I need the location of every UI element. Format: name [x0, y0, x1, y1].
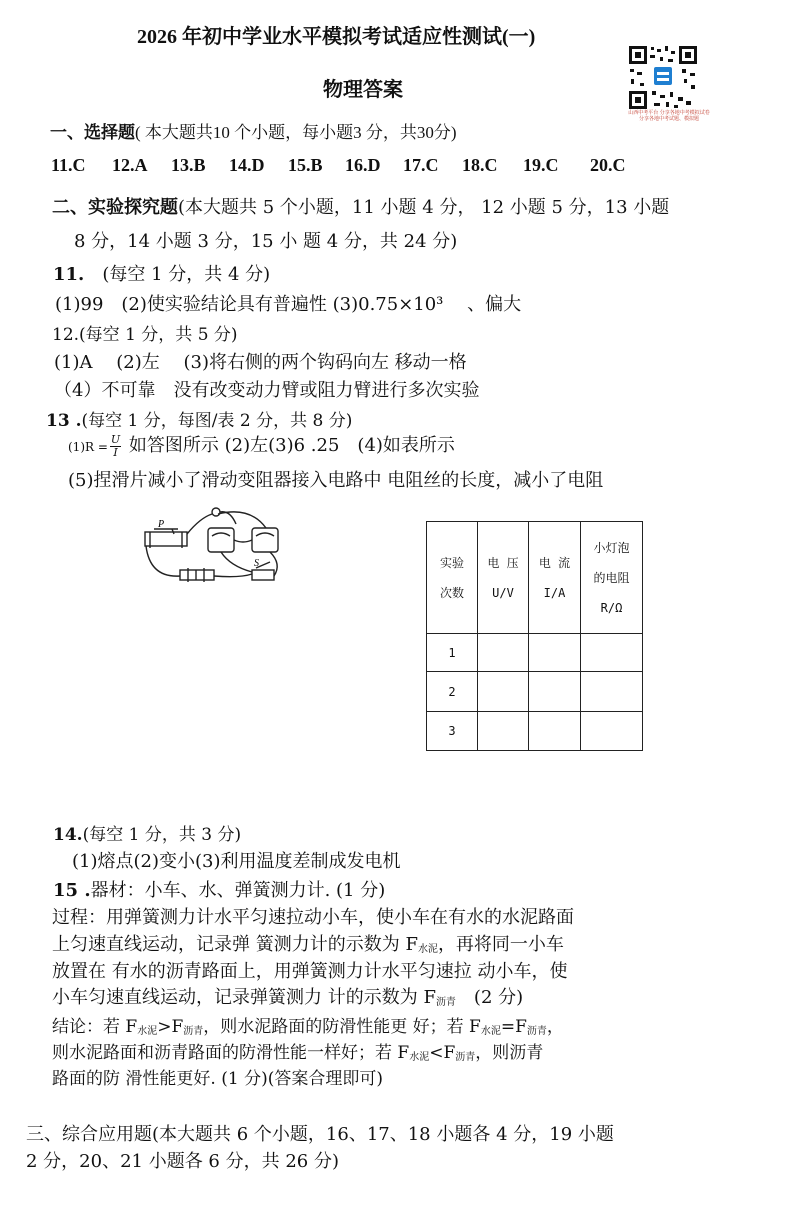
- q15-materials: 器材：小车、水、弹簧测力计. (1 分): [90, 880, 386, 901]
- table-cell-resistance: [581, 634, 643, 672]
- q15-text: 上匀速直线运动，记录弹 簧测力计的示数为 F: [52, 934, 418, 955]
- table-cell-trial: 3: [427, 712, 478, 751]
- table-header-text: I/A: [543, 585, 566, 600]
- q15-process-line1: 过程：用弹簧测力计水平匀速拉动小车，使小车在有水的水泥路面: [52, 907, 574, 928]
- circuit-label-p: P: [158, 519, 165, 530]
- formula-numerator: U: [110, 432, 121, 446]
- q15-conclusion-line3: 路面的防 滑性能更好. (1 分)(答案合理即可): [52, 1069, 383, 1089]
- page-title: 2026 年初中学业水平模拟考试适应性测试(一): [137, 26, 536, 48]
- q15-process-line2: [52, 930, 564, 956]
- subscript-asphalt: 沥青: [455, 1052, 476, 1063]
- q12-answer-3: (3)将右侧的两个钩码向左 移动一格: [183, 352, 467, 373]
- q15-number: 15 .: [53, 880, 91, 901]
- mc-answer: 11.C: [51, 155, 86, 175]
- data-table: [426, 521, 643, 751]
- q13-score: (每空 1 分，每图/表 2 分，共 8 分): [81, 411, 353, 431]
- table-header-text: U/V: [492, 585, 514, 600]
- subscript-asphalt: 沥青: [183, 1026, 204, 1037]
- table-row: [427, 634, 643, 672]
- table-header-text: 的电阻: [593, 570, 630, 585]
- circuit-diagram: [140, 500, 290, 595]
- table-cell-voltage: [478, 672, 529, 712]
- q11-number: 11.: [53, 264, 85, 285]
- q11-header: [53, 260, 270, 286]
- table-cell-voltage: [478, 634, 529, 672]
- q12-answer-2: (2)左: [116, 352, 160, 373]
- subscript-cement: 水泥: [480, 1026, 501, 1037]
- qr-caption: 山西中考平台 分享各地中考模拟试卷 分享各地中考试题、模拟题: [628, 110, 710, 122]
- q15-text: ，则水泥路面的防滑性能更 好；若 F: [203, 1017, 481, 1037]
- q15-text: 小车匀速直线运动，记录弹簧测力 计的示数为 F: [52, 987, 436, 1008]
- table-cell-trial: 1: [427, 634, 478, 672]
- section2-line1: [52, 193, 669, 219]
- subscript-cement: 水泥: [409, 1052, 430, 1063]
- q15-text: 结论：若 F: [52, 1017, 138, 1037]
- q12-answer-1: (1)A: [54, 352, 93, 373]
- circuit-label-s: S: [254, 558, 259, 569]
- q11-answer: (1)99 (2)使实验结论具有普遍性 (3)0.75×10³ 、偏大: [55, 294, 522, 315]
- q15-text: ，再将同一小车: [437, 934, 564, 955]
- formula-fraction: [110, 434, 121, 459]
- q11-score: (每空 1 分，共 4 分): [102, 264, 271, 285]
- table-row: [427, 712, 643, 751]
- mc-answer: 17.C: [403, 155, 439, 175]
- q13-line2: (5)捏滑片减小了滑动变阻器接入电路中 电阻丝的长度，减小了电阻: [68, 470, 604, 491]
- section2-desc: (本大题共 5 个小题，11 小题 4 分， 12 小题 5 分，13 小题: [178, 197, 670, 218]
- table-header-text: 次数: [439, 585, 464, 600]
- q12-score: (每空 1 分，共 5 分): [79, 325, 238, 345]
- mc-answer: 14.D: [229, 155, 265, 175]
- page-subtitle: 物理答案: [323, 79, 403, 101]
- table-header-voltage: [478, 522, 529, 634]
- q13-formula-prefix: (1)R =: [68, 440, 108, 454]
- table-header-current: [529, 522, 581, 634]
- q12-number: 12.: [52, 325, 80, 345]
- mc-answer: 15.B: [288, 155, 323, 175]
- table-header-text: R/Ω: [600, 600, 623, 615]
- subscript-asphalt: 沥青: [435, 997, 456, 1008]
- q15-text: ，: [546, 1017, 564, 1037]
- q14-score: (每空 1 分，共 3 分): [82, 825, 242, 845]
- table-header-text: 小灯泡: [593, 540, 630, 555]
- mc-answer: 12.A: [112, 155, 148, 175]
- table-cell-voltage: [478, 712, 529, 751]
- mc-answer: 16.D: [345, 155, 381, 175]
- table-cell-resistance: [581, 712, 643, 751]
- q15-text: =F: [500, 1017, 527, 1037]
- section3-line1: 三、综合应用题(本大题共 6 个小题，16、17、18 小题各 4 分，19 小题: [26, 1124, 614, 1145]
- q14-header: [53, 820, 241, 845]
- q15-process-line3: 放置在 有水的沥青路面上，用弹簧测力计水平匀速拉 动小车，使: [52, 961, 568, 982]
- qr-code-image: [628, 45, 698, 110]
- q12-line1: [54, 348, 467, 374]
- q15-text: ，则沥青: [475, 1043, 544, 1063]
- q15-conclusion-line1: [52, 1012, 564, 1037]
- table-header-row: [427, 522, 643, 634]
- q15-text: <F: [429, 1043, 456, 1063]
- table-cell-current: [529, 672, 581, 712]
- q13-header: [46, 406, 352, 431]
- section2-line2: 8 分，14 小题 3 分，15 小 题 4 分，共 24 分): [74, 231, 458, 252]
- q14-number: 14.: [53, 825, 83, 845]
- section1-desc: ( 本大题共10 个小题，每小题3 分，共30分): [135, 123, 457, 142]
- q15-text: 则水泥路面和沥青路面的防滑性能一样好；若 F: [52, 1043, 410, 1063]
- mc-answer: 20.C: [590, 155, 626, 175]
- q15-text: (2 分): [455, 987, 524, 1008]
- mc-answer: 19.C: [523, 155, 559, 175]
- section2-heading: 二、实验探究题: [52, 197, 178, 217]
- q15-conclusion-line2: [52, 1038, 543, 1063]
- table-cell-resistance: [581, 672, 643, 712]
- q13-number: 13 .: [46, 411, 82, 431]
- q15-process-line4: [52, 983, 523, 1009]
- table-header-text: 电 压: [487, 555, 519, 570]
- table-cell-current: [529, 712, 581, 751]
- table-header-text: 电 流: [538, 555, 571, 570]
- subscript-cement: 水泥: [137, 1026, 158, 1037]
- table-header-text: 实验: [439, 555, 464, 570]
- subscript-asphalt: 沥青: [526, 1026, 547, 1037]
- mc-answer: 18.C: [462, 155, 498, 175]
- table-row: [427, 672, 643, 712]
- mc-answer: 13.B: [171, 155, 206, 175]
- q15-text: >F: [157, 1017, 184, 1037]
- q12-line2: （4）不可靠 没有改变动力臂或阻力臂进行多次实验: [54, 380, 480, 401]
- section1-heading: 一、选择题: [50, 123, 135, 142]
- q15-header: [53, 876, 385, 902]
- section1: [50, 118, 457, 143]
- q14-answer: (1)熔点(2)变小(3)利用温度差制成发电机: [72, 851, 401, 872]
- q13-answer-rest: 如答图所示 (2)左(3)6 .25 (4)如表所示: [128, 435, 455, 456]
- q12-header: [52, 320, 238, 345]
- table-cell-trial: 2: [427, 672, 478, 712]
- mc-answers: [51, 155, 626, 176]
- table-header-trials: [427, 522, 478, 634]
- table-cell-current: [529, 634, 581, 672]
- subscript-cement: 水泥: [417, 944, 438, 955]
- formula-denominator: I: [113, 445, 118, 459]
- q13-line1: [68, 431, 455, 459]
- section3-line2: 2 分，20、21 小题各 6 分，共 26 分): [26, 1151, 339, 1172]
- table-header-resistance: [581, 522, 643, 634]
